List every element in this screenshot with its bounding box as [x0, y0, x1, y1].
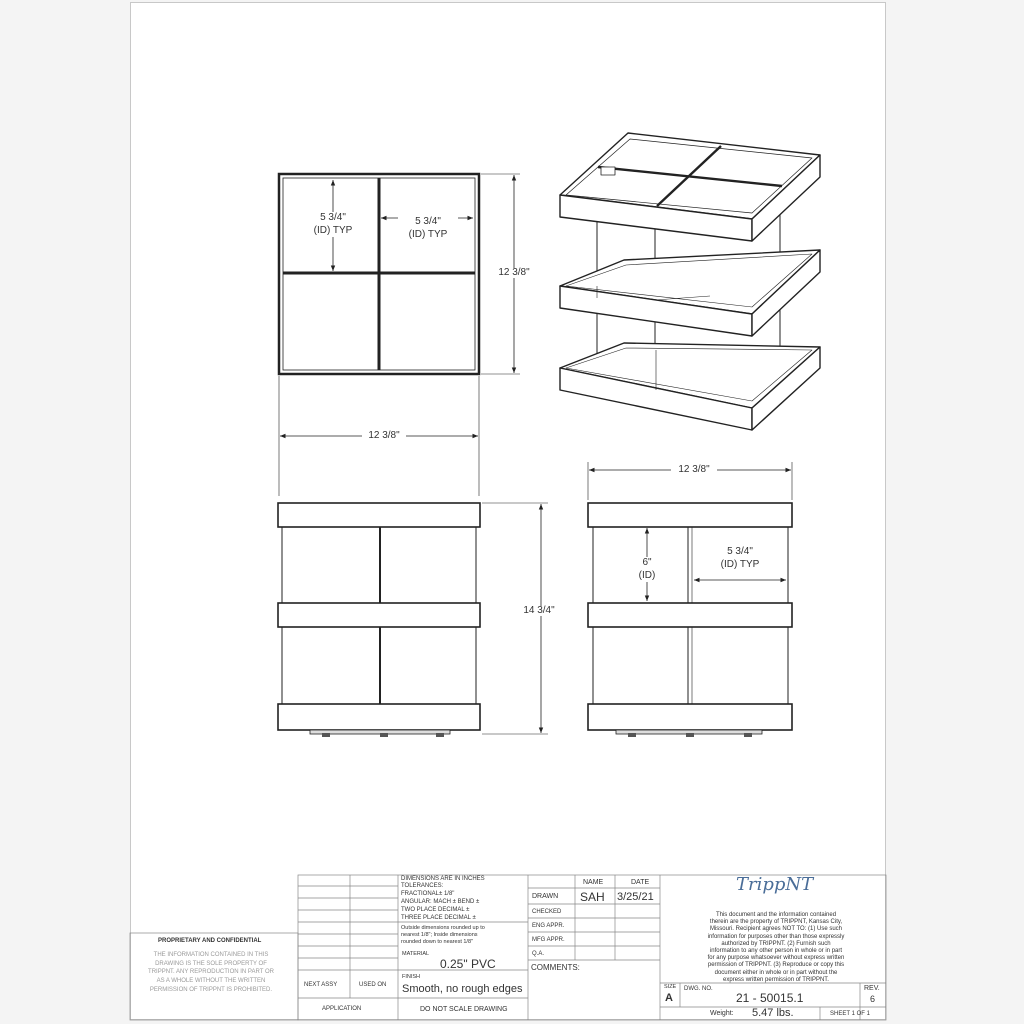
- mfg-appr-label: MFG APPR.: [532, 937, 565, 943]
- tolerance-note: Outside dimensions rounded up to nearest 1/8"; Inside dimensions rounded down to nearest 1/8": [401, 925, 485, 946]
- sheet-number: SHEET 1 OF 1: [830, 1011, 870, 1017]
- date-header: DATE: [631, 879, 650, 886]
- finish-value: Smooth, no rough edges: [402, 983, 523, 995]
- side-view: [588, 462, 792, 737]
- checked-label: CHECKED: [532, 909, 562, 915]
- top-view-interior-width-label: 5 3/4" (ID) TYP: [398, 216, 458, 241]
- trippnt-logo: TrippNT: [736, 874, 814, 895]
- drawn-label: DRAWN: [532, 893, 559, 900]
- side-view-top-rim: [588, 503, 792, 527]
- tolerance-line-4: ANGULAR: MACH ± BEND ±: [401, 899, 480, 905]
- front-view-middle-rim: [278, 603, 480, 627]
- material-value: 0.25" PVC: [440, 957, 496, 971]
- comments-label: COMMENTS:: [531, 963, 580, 972]
- label-plate-icon: [601, 167, 615, 175]
- application-label: APPLICATION: [322, 1006, 362, 1012]
- proprietary-title: PROPRIETARY AND CONFIDENTIAL: [158, 938, 262, 944]
- drawn-date: 3/25/21: [617, 891, 654, 903]
- proprietary-notice: This document and the information contained therein are the property of TRIPPNT, Kansas City, Missouri. Recipient agrees NOT TO: (1) Use such information for purposes other than those expressly authorized by TRIPPNT. (2) Furnish such information to any other person in whole or in part for any purpose whatsoever without express written permission of TRIPPNT. (3) Reproduce or copy this document either in whole or in part without the express written permission of TRIPPNT.: [707, 912, 845, 983]
- tolerance-line-3: FRACTIONAL± 1/8": [401, 891, 455, 897]
- side-view-width-label: 12 3/8": [671, 465, 717, 475]
- top-view-interior-height-label: 5 3/4" (ID) TYP: [303, 212, 363, 237]
- tolerance-line-6: THREE PLACE DECIMAL ±: [401, 915, 476, 921]
- dwg-no-label: DWG. NO.: [684, 986, 713, 992]
- rev-label: REV.: [864, 985, 880, 992]
- material-label: MATERIAL: [402, 951, 430, 957]
- rev-value: 6: [870, 994, 876, 1004]
- eng-appr-label: ENG APPR.: [532, 923, 565, 929]
- side-view-shelf-height-label: 6" (ID): [633, 557, 661, 582]
- size-value: A: [665, 992, 673, 1004]
- weight-label: Weight:: [710, 1010, 734, 1017]
- front-view-top-rim: [278, 503, 480, 527]
- proprietary-text: THE INFORMATION CONTAINED IN THIS DRAWING IS THE SOLE PROPERTY OF TRIPPNT. ANY REPRODUCTION IN PART OR AS A WHOLE WITHOUT THE WRITTEN PERMISSION OF TRIPPNT IS PROHIBITED.: [148, 952, 274, 993]
- used-on-label: USED ON: [359, 982, 387, 988]
- front-view-bottom-rim: [278, 704, 480, 730]
- top-view-outer-height-label: 12 3/8": [490, 268, 538, 278]
- qa-label: Q.A.: [532, 951, 545, 957]
- tolerance-line-2: TOLERANCES:: [401, 883, 444, 889]
- weight-value: 5.47 lbs.: [752, 1007, 794, 1019]
- tolerance-line-5: TWO PLACE DECIMAL ±: [401, 907, 470, 913]
- name-header: NAME: [583, 879, 604, 886]
- drawn-by-name: SAH: [580, 890, 605, 904]
- side-view-interior-width-label: 5 3/4" (ID) TYP: [712, 546, 768, 571]
- drawing-number: 21 - 50015.1: [736, 991, 804, 1005]
- finish-label: FINISH: [402, 974, 421, 980]
- front-view: [278, 503, 548, 737]
- top-view-outer-width-label: 12 3/8": [362, 431, 406, 441]
- iso-bottom-tier: [560, 343, 820, 430]
- side-view-bottom-rim: [588, 704, 792, 730]
- tolerance-line-1: DIMENSIONS ARE IN INCHES: [401, 876, 485, 882]
- side-view-middle-rim: [588, 603, 792, 627]
- front-view-height-label: 14 3/4": [515, 606, 563, 616]
- do-not-scale-note: DO NOT SCALE DRAWING: [420, 1006, 508, 1013]
- size-label: SIZE: [664, 984, 677, 990]
- next-assy-label: NEXT ASSY: [304, 982, 338, 988]
- isometric-view: [560, 133, 820, 430]
